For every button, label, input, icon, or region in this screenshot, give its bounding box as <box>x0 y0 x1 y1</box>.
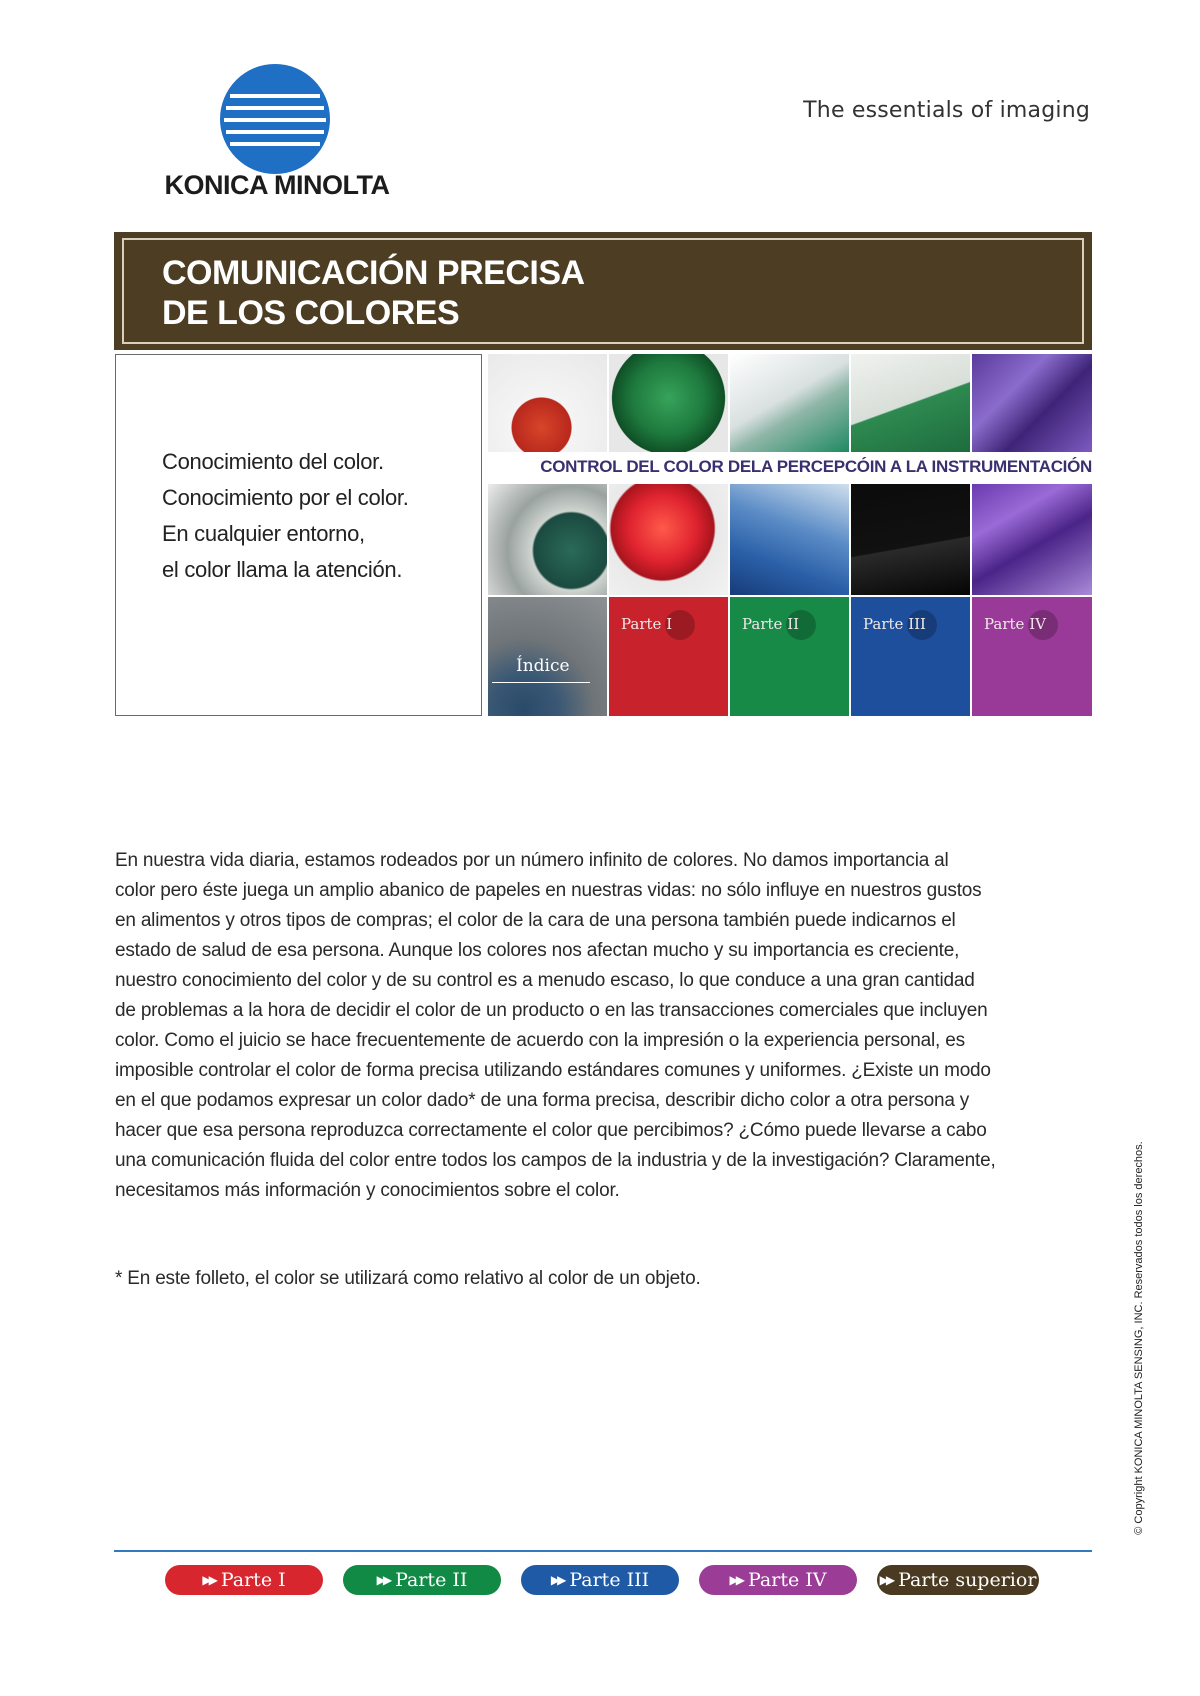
photo-cloth <box>851 354 970 452</box>
body-paragraph <box>115 846 1095 1206</box>
photo-fabric <box>972 354 1092 452</box>
photo-red-ball <box>609 484 728 595</box>
tile-label: Parte IV <box>984 615 1046 633</box>
body-line: en el que podamos expresar un color dado* de una forma precisa, describir dicho color a otra persona y <box>115 1090 970 1111</box>
double-arrow-icon: ▶▶ <box>376 1573 390 1587</box>
tile-parte-4[interactable] <box>972 597 1092 716</box>
logo-wordmark: KONICA MINOLTA <box>164 170 390 200</box>
tile-label: Parte II <box>742 615 800 633</box>
double-arrow-icon: ▶▶ <box>729 1573 742 1587</box>
photo-tomato <box>488 354 607 452</box>
photo-cup <box>730 354 849 452</box>
index-tile[interactable] <box>488 597 607 716</box>
nav-button-parte-2[interactable] <box>343 1565 501 1595</box>
tile-parte-1[interactable] <box>609 597 728 716</box>
footnote: * En este folleto, el color se utilizará como relativo al color de un objeto. <box>115 1268 701 1289</box>
tile-label: Parte III <box>863 615 926 633</box>
tagline: The essentials of imaging <box>803 98 1090 123</box>
konica-minolta-logo <box>162 64 392 204</box>
photo-blue-fabric <box>730 484 849 595</box>
panel-strip-text: CONTROL DEL COLOR DELA PERCEPCÓIN A LA INSTRUMENTACIÓN <box>488 452 1092 482</box>
body-line: de problemas a la hora de decidir el color de un producto o en las transacciones comerciales que incluyen <box>115 1000 988 1021</box>
body-line: color. Como el juicio se hace frecuentemente de acuerdo con la impresión o la experiencia personal, es <box>115 1030 965 1051</box>
nav-button-parte-3[interactable] <box>521 1565 679 1595</box>
nav-button-parte-4[interactable] <box>699 1565 857 1595</box>
body-line: necesitamos más información y conocimientos sobre el color. <box>115 1180 620 1201</box>
index-link[interactable]: Índice <box>492 649 590 683</box>
body-line: hacer que esa persona reproduzca correctamente el color que percibimos? ¿Cómo puede llevarse a cabo <box>115 1120 987 1141</box>
intro-line: En cualquier entorno, <box>162 521 365 546</box>
double-arrow-icon: ▶▶ <box>550 1573 564 1587</box>
body-line: color pero éste juega un amplio abanico de papeles en nuestras vidas: no sólo influye en nuestros gustos <box>115 880 982 901</box>
intro-line: Conocimiento del color. <box>162 449 384 474</box>
photo-purple-fabric <box>972 484 1092 595</box>
nav-button-parte-1[interactable] <box>165 1565 323 1595</box>
photo-black-fiber <box>851 484 970 595</box>
nav-button-label: Parte superior <box>898 1569 1037 1591</box>
double-arrow-icon: ▶▶ <box>879 1573 893 1587</box>
tile-label: Parte I <box>621 615 673 633</box>
double-arrow-icon: ▶▶ <box>202 1573 215 1587</box>
nav-button-parte-superior[interactable] <box>877 1565 1039 1595</box>
intro-line: Conocimiento por el color. <box>162 485 409 510</box>
photo-paint-cans <box>488 484 607 595</box>
body-line: estado de salud de esa persona. Aunque los colores nos afectan mucho y su importancia es creciente, <box>115 940 960 961</box>
page-title-line-1: COMUNICACIÓN PRECISA <box>162 254 585 292</box>
footer-divider <box>114 1550 1092 1552</box>
title-band <box>114 232 1092 350</box>
tile-parte-3[interactable] <box>851 597 970 716</box>
body-line: nuestro conocimiento del color y de su control es a menudo escaso, lo que conduce a una gran cantidad <box>115 970 975 991</box>
intro-box <box>115 354 482 716</box>
nav-button-label: Parte III <box>569 1569 650 1591</box>
nav-button-label: Parte I <box>220 1569 286 1591</box>
page-title-line-2: DE LOS COLORES <box>162 294 460 332</box>
body-line: imposible controlar el color de forma precisa utilizando estándares comunes y uniformes. ¿Existe un modo <box>115 1060 991 1081</box>
photo-spinach <box>609 354 728 452</box>
nav-button-label: Parte IV <box>747 1569 827 1591</box>
body-line: una comunicación fluida del color entre todos los campos de la industria y de la investigación? Claramente, <box>115 1150 996 1171</box>
nav-button-label: Parte II <box>395 1569 468 1591</box>
intro-line: el color llama la atención. <box>162 557 403 582</box>
logo-globe-icon <box>220 64 330 174</box>
body-line: en alimentos y otros tipos de compras; el color de la cara de una persona también puede indicarnos el <box>115 910 956 931</box>
tile-parte-2[interactable] <box>730 597 849 716</box>
copyright-notice: © Copyright KONICA MINOLTA SENSING, INC. Reservados todos los derechos. <box>1133 1141 1145 1535</box>
body-line: En nuestra vida diaria, estamos rodeados por un número infinito de colores. No damos importancia al <box>115 850 949 871</box>
photo-panel <box>488 354 1092 716</box>
